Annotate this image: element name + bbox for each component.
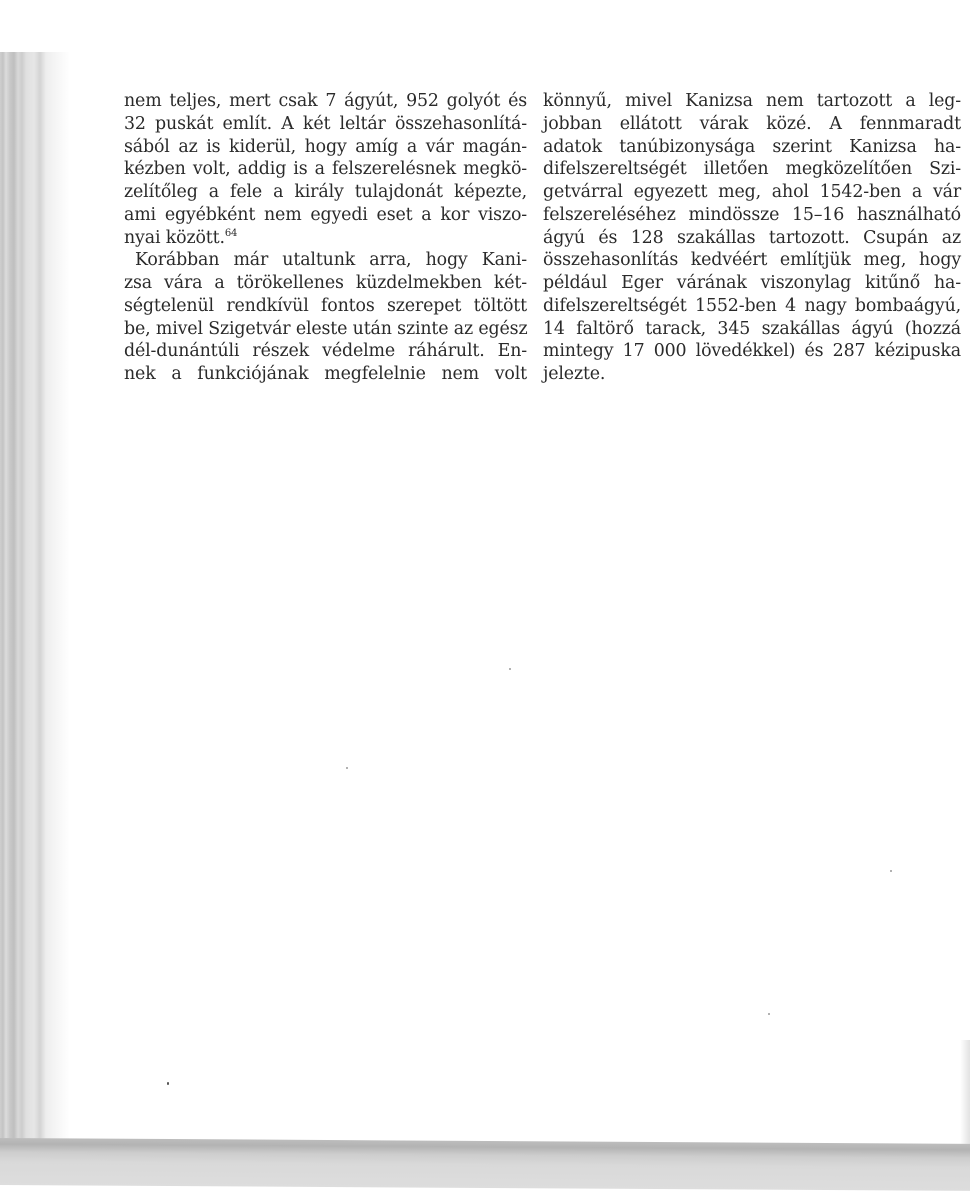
text-line-content: nyai között. bbox=[124, 227, 225, 248]
paragraph-3 bbox=[543, 90, 961, 386]
text-line: 14 faltörő tarack, 345 szakállas ágyú (hozzá bbox=[543, 318, 961, 339]
text-line: be, mivel Szigetvár eleste után szinte az egész bbox=[124, 318, 528, 339]
text-line: 32 puskát említ. A két leltár összehasonlítá- bbox=[124, 113, 527, 134]
text-line: zelítőleg a fele a király tulajdonát képezte, bbox=[124, 182, 527, 202]
paragraph-1 bbox=[124, 90, 527, 249]
page-edge-shadow bbox=[960, 1040, 970, 1150]
scan-dot bbox=[768, 1013, 770, 1015]
text-line: sából az is kiderül, hogy amíg a vár magán- bbox=[124, 136, 527, 157]
left-column bbox=[124, 90, 527, 386]
text-line bbox=[124, 227, 527, 250]
text-line: mintegy 17 000 lövedékkel) és 287 kézipuska bbox=[543, 341, 961, 362]
text-line: jobban ellátott várak közé. A fennmaradt bbox=[543, 113, 961, 134]
text-line: Korábban már utaltunk arra, hogy Kani- bbox=[135, 250, 527, 271]
text-line: zsa vára a törökellenes küzdelmekben két- bbox=[124, 273, 527, 293]
text-line: jelezte. bbox=[543, 364, 606, 384]
binding-shadow bbox=[0, 52, 70, 1142]
right-column bbox=[543, 90, 961, 386]
text-line: difelszereltségét illetően megközelítően Szi- bbox=[543, 159, 961, 180]
text-line: nem teljes, mert csak 7 ágyút, 952 golyót és bbox=[124, 91, 527, 111]
text-line: getvárral egyezett meg, ahol 1542-ben a vár bbox=[543, 182, 961, 202]
text-line: dél-dunántúli részek védelme ráhárult. En- bbox=[124, 341, 527, 362]
text-line: difelszereltségét 1552-ben 4 nagy bombaágyú, bbox=[543, 295, 961, 316]
text-line: ágyú és 128 szakállas tartozott. Csupán az bbox=[543, 227, 961, 248]
text-line: könnyű, mivel Kanizsa nem tartozott a leg- bbox=[543, 91, 961, 111]
text-line: ami egyébként nem egyedi eset a kor viszo- bbox=[124, 204, 527, 225]
paragraph-2 bbox=[124, 249, 527, 386]
text-line: összehasonlítás kedvéért említjük meg, hogy bbox=[543, 250, 961, 271]
scan-dot bbox=[509, 668, 511, 670]
scan-speck bbox=[167, 1082, 169, 1085]
text-line: felszereléséhez mindössze 15–16 használható bbox=[543, 204, 961, 225]
scan-dot bbox=[346, 767, 348, 769]
scanner-bottom-edge bbox=[0, 1138, 970, 1191]
scan-dot bbox=[890, 870, 892, 872]
text-line: adatok tanúbizonysága szerint Kanizsa ha- bbox=[543, 136, 961, 157]
text-line: például Eger várának viszonylag kitűnő ha- bbox=[543, 273, 961, 293]
text-line: kézben volt, addig is a felszerelésnek megkö- bbox=[124, 159, 527, 180]
text-line: ségtelenül rendkívül fontos szerepet töltött bbox=[124, 295, 527, 316]
text-line: nek a funkciójának megfelelnie nem volt bbox=[124, 364, 527, 384]
footnote-reference: 64 bbox=[224, 227, 238, 239]
